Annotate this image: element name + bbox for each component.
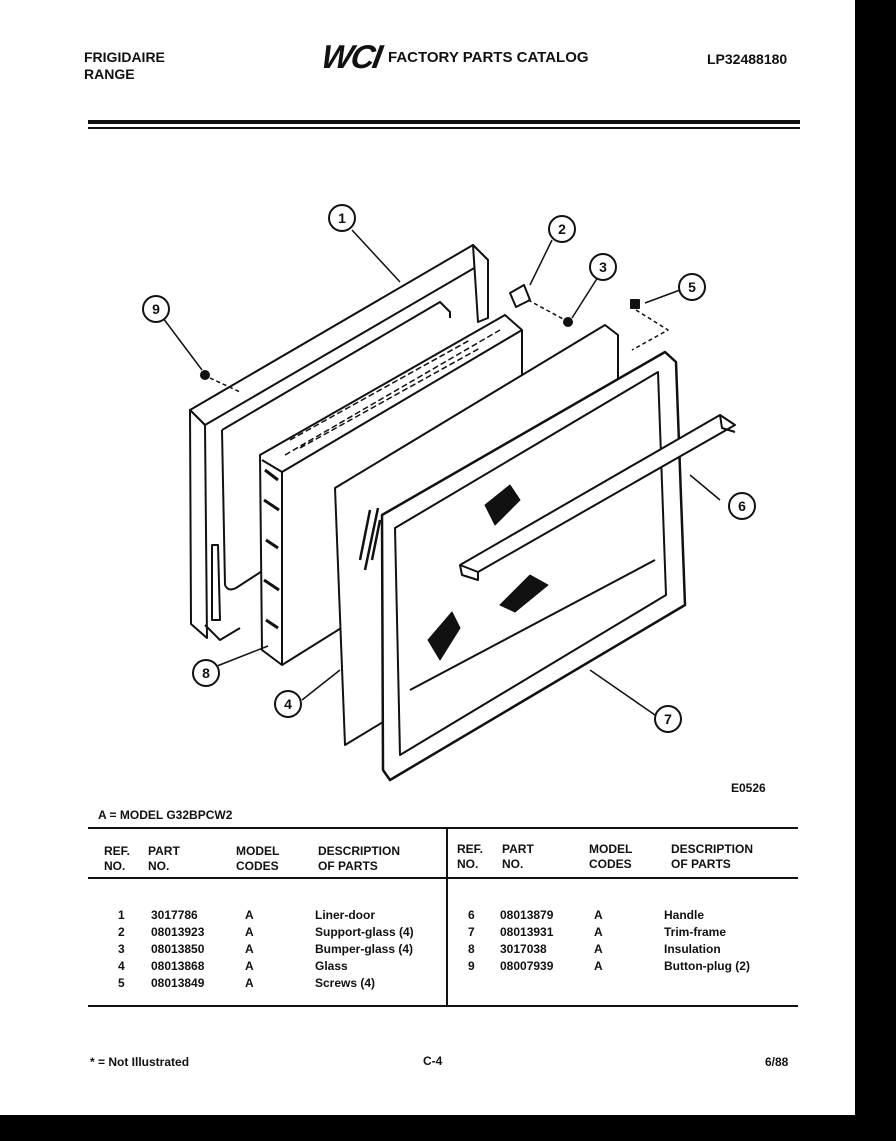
figure-code: E0526	[731, 781, 766, 795]
support-glass-part	[510, 285, 530, 307]
svg-text:3: 3	[599, 259, 607, 275]
page-number: C-4	[423, 1054, 443, 1068]
header-ref-left: REF. NO.	[104, 844, 131, 873]
table-header-rule	[88, 877, 798, 879]
table-top-rule	[88, 827, 798, 829]
table-bottom-rule	[88, 1005, 798, 1007]
callout-4	[275, 691, 301, 717]
svg-text:7: 7	[664, 711, 672, 727]
header-desc-right: DESCRIPTION OF PARTS	[671, 842, 754, 871]
callout-2	[549, 216, 575, 242]
table-row: 5 08013849 A Screws (4)	[118, 976, 376, 990]
callout-1	[329, 205, 355, 231]
header-part-right: PART NO.	[502, 842, 534, 871]
revision-date: 6/88	[765, 1055, 789, 1069]
table-row: 9 08007939 A Button-plug (2)	[468, 959, 750, 973]
bumper-glass-part	[564, 318, 572, 326]
screw-part	[631, 300, 639, 308]
table-row: 8 3017038 A Insulation	[468, 942, 721, 956]
svg-text:8: 8	[202, 665, 210, 681]
table-row: 1 3017786 A Liner-door	[118, 908, 375, 922]
table-row: 6 08013879 A Handle	[468, 908, 705, 922]
button-plug-part	[201, 371, 209, 379]
callout-5	[679, 274, 705, 300]
svg-text:5: 5	[688, 279, 696, 295]
catalog-title: FACTORY PARTS CATALOG	[388, 49, 589, 66]
header-model-left: MODEL CODES	[236, 844, 280, 873]
svg-text:4: 4	[284, 696, 292, 712]
header-ref-right: REF. NO.	[457, 842, 484, 871]
model-line: A = MODEL G32BPCW2	[98, 808, 233, 822]
brand-name: FRIGIDAIRE	[84, 49, 165, 65]
table-row: 4 08013868 A Glass	[118, 959, 348, 973]
callout-9	[143, 296, 169, 322]
svg-text:9: 9	[152, 301, 160, 317]
svg-text:6: 6	[738, 498, 746, 514]
callout-3	[590, 254, 616, 280]
table-row: 3 08013850 A Bumper-glass (4)	[118, 942, 414, 956]
callout-7	[655, 706, 681, 732]
svg-text:2: 2	[558, 221, 566, 237]
footnote: * = Not Illustrated	[90, 1055, 190, 1069]
callout-8	[193, 660, 219, 686]
callout-6	[729, 493, 755, 519]
wci-logo: WCI	[318, 38, 384, 75]
product-type: RANGE	[84, 66, 135, 82]
svg-text:1: 1	[338, 210, 346, 226]
table-row: 7 08013931 A Trim-frame	[468, 925, 727, 939]
catalog-number: LP32488180	[707, 51, 788, 67]
table-row: 2 08013923 A Support-glass (4)	[118, 925, 414, 939]
header-desc-left: DESCRIPTION OF PARTS	[318, 844, 401, 873]
header-part-left: PART NO.	[148, 844, 180, 873]
header-model-right: MODEL CODES	[589, 842, 633, 871]
